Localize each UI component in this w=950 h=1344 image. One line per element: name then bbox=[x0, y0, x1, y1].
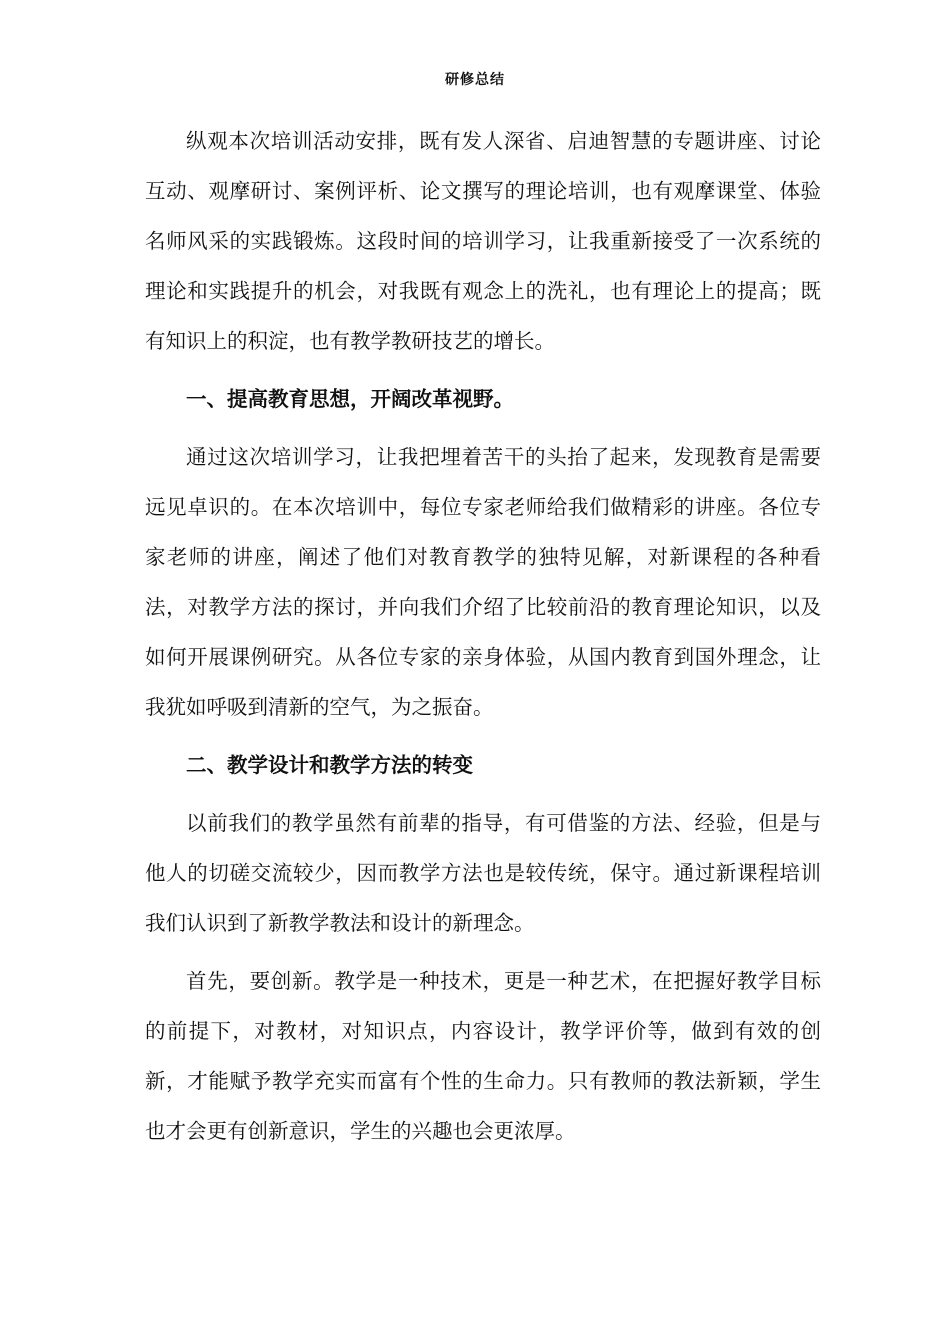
innovation-paragraph: 首先，要创新。教学是一种技术，更是一种艺术，在把握好教学目标的前提下，对教材，对知识点，内容设计，教学评价等，做到有效的创新，才能赋予教学充实而富有个性的生命力。只有教师的教法新颖，学生也才会更有创新意识，学生的兴趣也会更浓厚。 bbox=[145, 969, 821, 1143]
intro-paragraph: 纵观本次培训活动安排，既有发人深省、启迪智慧的专题讲座、讨论互动、观摩研讨、案例评析、论文撰写的理论培训，也有观摩课堂、体验名师风采的实践锻炼。这段时间的培训学习，让我重新接受了一次系统的理论和实践提升的机会，对我既有观念上的洗礼，也有理论上的提高；既有知识上的积淀，也有教学教研技艺的增长。 bbox=[145, 129, 821, 353]
section-heading-1: 一、提高教育思想，开阔改革视野。 bbox=[186, 387, 514, 411]
section-2-paragraph: 以前我们的教学虽然有前辈的指导，有可借鉴的方法、经验，但是与他人的切磋交流较少，因而教学方法也是较传统，保守。通过新课程培训我们认识到了新教学教法和设计的新理念。 bbox=[145, 811, 821, 935]
document-body bbox=[145, 116, 821, 1156]
section-heading-2: 二、教学设计和教学方法的转变 bbox=[186, 753, 473, 777]
section-1-paragraph: 通过这次培训学习，让我把埋着苦干的头抬了起来，发现教育是需要远见卓识的。在本次培训中，每位专家老师给我们做精彩的讲座。各位专家老师的讲座，阐述了他们对教育教学的独特见解，对新课程的各种看法，对教学方法的探讨，并向我们介绍了比较前沿的教育理论知识，以及如何开展课例研究。从各位专家的亲身体验，从国内教育到国外理念，让我犹如呼吸到清新的空气，为之振奋。 bbox=[145, 445, 821, 719]
document-title: 研修总结 bbox=[445, 72, 505, 88]
